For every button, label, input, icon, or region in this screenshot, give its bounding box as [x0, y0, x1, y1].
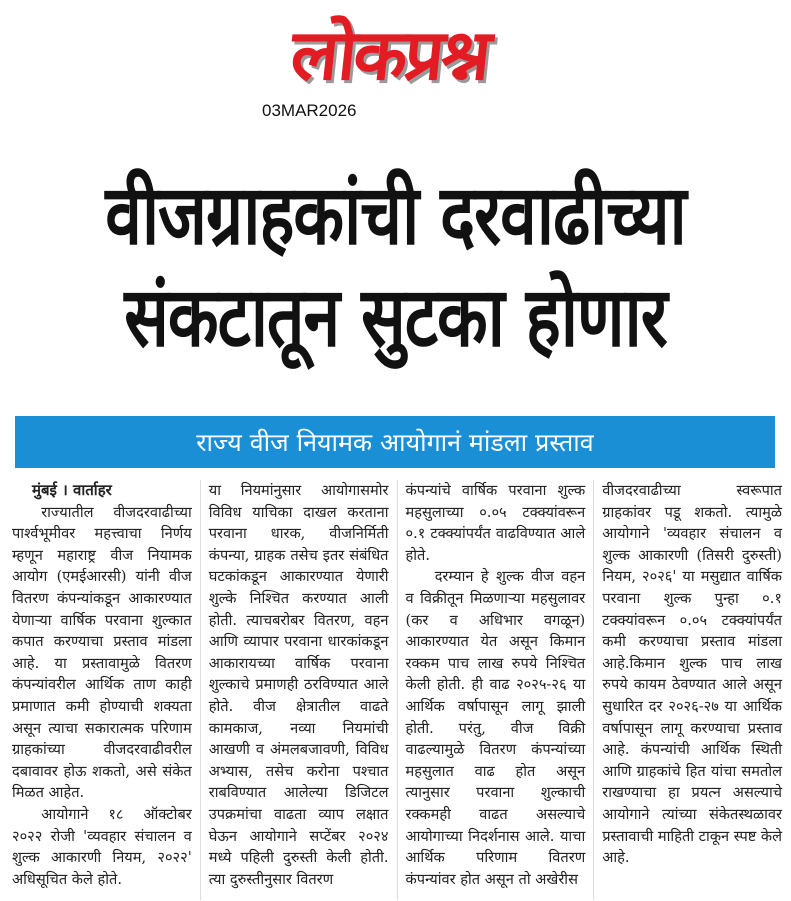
headline	[20, 165, 771, 369]
headline-line-1: वीजग्राहकांची दरवाढीच्या	[105, 167, 686, 264]
masthead	[0, 0, 791, 130]
subheadline-text: राज्य वीज नियामक आयोगानं मांडला प्रस्ताव	[196, 428, 594, 457]
paragraph: या नियमांनुसार आयोगासमोर विविध याचिका दाखल करताना परवाना धारक, वीजनिर्मिती कंपन्या, ग्राहक तसेच इतर संबंधित घटकांकडून आकारण्यात येणारी शुल्के निश्चित करण्यात आली होती. त्याचबरोबर वितरण, वहन आणि व्यापार परवाना धारकांकडून आकारायच्या वार्षिक परवाना शुल्काचे प्रमाणही ठरविण्यात आले होते. वीज क्षेत्रातील वाढते कामकाज, नव्या नियमांची आखणी व अंमलबजावणी, विविध अभ्यास, तसेच करोना पश्चात राबविण्यात आलेल्या डिजिटल उपक्रमांचा वाढता व्याप लक्षात घेऊन आयोगाने सप्टेंबर २०२४ मध्ये पहिली दुरुस्ती केली होती. त्या दुरुस्तीनुसार वितरण	[208, 482, 389, 888]
newspaper-logo: लोकप्रश्न	[287, 14, 493, 96]
article-column-4	[602, 480, 782, 900]
column-divider	[397, 480, 398, 900]
paragraph: वीजदरवाढीच्या स्वरूपात ग्राहकांवर पडू शकतो. त्यामुळे आयोगाने 'व्यवहार संचालन व शुल्क आकारणी (तिसरी दुरुस्ती) नियम, २०२६' या मसुद्यात वार्षिक परवाना शुल्क पुन्हा ०.१ टक्क्यांवरून ०.०५ टक्क्यांपर्यंत कमी करण्याचा प्रस्ताव मांडला आहे.किमान शुल्क पाच लाख रुपये कायम ठेवण्यात आले असून सुधारित दर २०२६-२७ या आर्थिक वर्षापासून लागू करण्याचा प्रस्ताव आहे. कंपन्यांची आर्थिक स्थिती आणि ग्राहकांचे हित यांचा समतोल राखण्याचा हा प्रयत्न असल्याचे आयोगाने त्यांच्या संकेतस्थळावर प्रस्तावाची माहिती टाकून स्पष्ट केले आहे.	[602, 482, 782, 867]
edition-date: 03MAR2026	[262, 101, 357, 120]
paragraph: राज्यातील वीजदरवाढीच्या पार्श्वभूमीवर महत्त्वाचा निर्णय म्हणून महाराष्ट्र वीज नियामक आयोग (एमईआरसी) यांनी वीज वितरण कंपन्यांकडून आकारण्यात येणाऱ्या वार्षिक परवाना शुल्कात कपात करण्याचा प्रस्ताव मांडला आहे. या प्रस्तावामुळे वितरण कंपन्यांवरील आर्थिक ताण काही प्रमाणात कमी होण्याची शक्यता असून त्याचा सकारात्मक परिणाम ग्राहकांच्या वीजदरवाढीवरील दबावावर होऊ शकतो, असे संकेत मिळत आहेत.	[12, 503, 192, 802]
paragraph: कंपन्यांचे वार्षिक परवाना शुल्क महसुलाच्या ०.०५ टक्क्यांवरून ०.१ टक्क्यांपर्यंत वाढविण्यात आले होते.	[405, 482, 586, 564]
paragraph: आयोगाने १८ ऑक्टोबर २०२२ रोजी 'व्यवहार संचालन व शुल्क आकारणी नियम, २०२२' अधिसूचित केले होते.	[12, 805, 192, 888]
subheadline-banner	[15, 416, 775, 468]
article-column-3	[406, 480, 586, 900]
article-column-2	[209, 480, 389, 900]
column-divider	[593, 480, 594, 900]
headline-line-2: संकटातून सुटका होणार	[124, 269, 667, 366]
column-divider	[200, 480, 201, 900]
article-body	[12, 480, 782, 900]
paragraph: दरम्यान हे शुल्क वीज वहन व विक्रीतून मिळणाऱ्या महसुलावर (कर व अधिभार वगळून) आकारण्यात येत असून किमान रक्कम पाच लाख रुपये निश्चित केली होती. ही वाढ २०२५-२६ या आर्थिक वर्षापासून लागू झाली होती. परंतु, वीज विक्री वाढल्यामुळे वितरण कंपन्यांच्या महसुलात वाढ होत असून त्यानुसार परवाना शुल्काची रक्कमही वाढत असल्याचे आयोगाच्या निदर्शनास आले. याचा आर्थिक परिणाम वितरण कंपन्यांवर होत असून तो अखेरीस	[405, 568, 586, 888]
article-column-1	[12, 480, 192, 900]
byline: मुंबई । वार्ताहर	[32, 481, 112, 499]
